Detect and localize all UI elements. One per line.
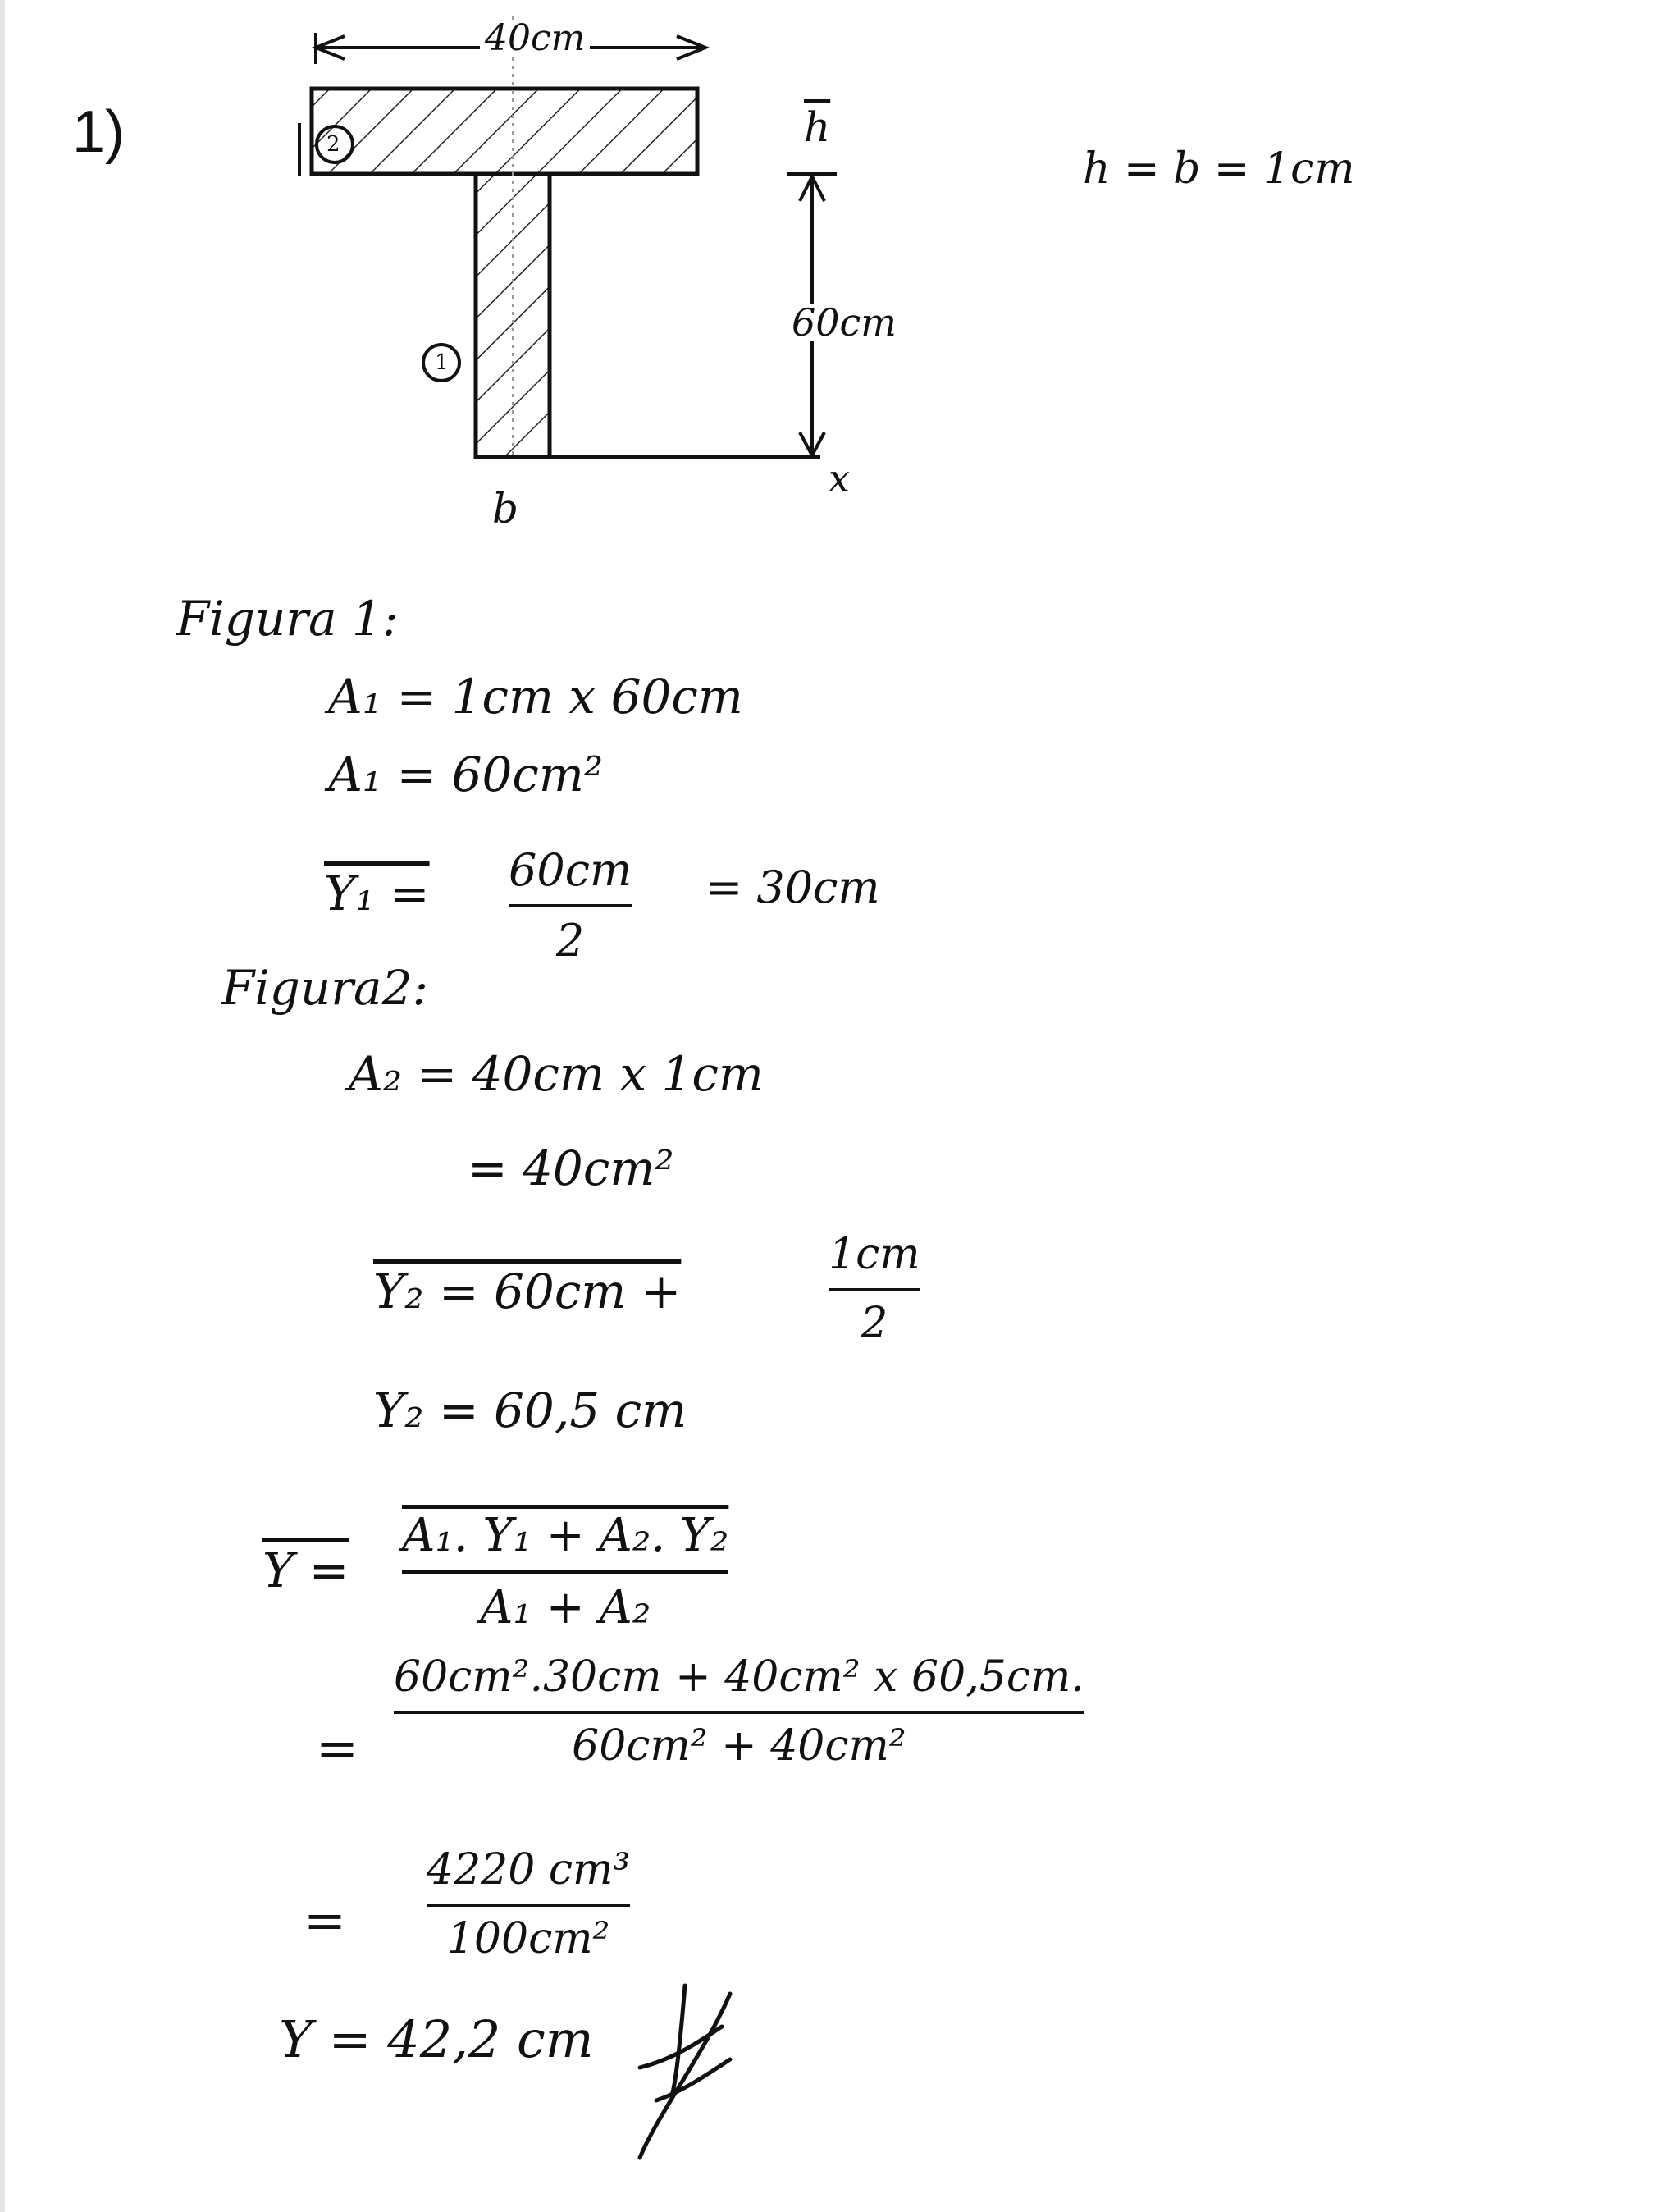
problem-number: 1): [72, 99, 126, 165]
fraction-bar: [427, 1904, 630, 1907]
fraction-bar: [829, 1288, 920, 1291]
substitution-denominator: 60cm² + 40cm²: [572, 1721, 906, 1771]
flange-rect: [312, 89, 697, 174]
final-result: Y = 42,2 cm: [279, 2009, 594, 2069]
a2-value: = 40cm²: [468, 1140, 674, 1196]
equals-sign: =: [304, 1890, 346, 1950]
hbar-label: $\overline{h}$: [804, 103, 831, 151]
y1-result: = 30cm: [705, 861, 880, 913]
centroid-formula: [402, 1510, 728, 1635]
y1-denominator: 2: [555, 915, 585, 967]
formula-denominator: A₁ + A₂: [480, 1581, 651, 1635]
y1-numerator: 60cm: [509, 844, 632, 896]
y2-lhs: Y₂ = 60cm +: [373, 1264, 682, 1319]
answer-check-mark: [607, 1977, 755, 2166]
given-dimensions: h = b = 1cm: [1083, 144, 1355, 194]
b-label: b: [492, 485, 519, 532]
figure2-heading: Figura2:: [221, 960, 429, 1016]
equals-sign: =: [316, 1718, 358, 1778]
width-label: 40cm: [480, 21, 590, 57]
y2-denominator: 2: [861, 1298, 888, 1348]
fraction-bar: [402, 1570, 728, 1574]
y1-fraction: [509, 845, 632, 967]
formula-numerator: A₁. Y₁ + A₂. Y₂: [402, 1509, 729, 1562]
a1-value: A₁ = 60cm²: [328, 747, 604, 802]
fraction-bar: [509, 904, 632, 907]
ratio-fraction: [427, 1846, 630, 1964]
ratio-numerator: 4220 cm³: [427, 1845, 631, 1894]
y1-lhs: Y₁ =: [324, 866, 430, 921]
y2-value: Y₂ = 60,5 cm: [373, 1382, 687, 1438]
x-axis-label: x: [829, 456, 850, 500]
substitution-numerator: 60cm².30cm + 40cm² x 60,5cm.: [394, 1652, 1084, 1702]
ratio-denominator: 100cm²: [446, 1913, 610, 1963]
a2-definition: A₂ = 40cm x 1cm: [349, 1046, 764, 1102]
substitution-fraction: [394, 1653, 1084, 1771]
centroid-lhs: Y =: [262, 1542, 349, 1598]
part-1-label: 1: [435, 350, 449, 375]
fraction-bar: [394, 1711, 1084, 1714]
part-2-label: 2: [326, 132, 340, 157]
y2-numerator: 1cm: [829, 1230, 920, 1279]
height-label: 60cm: [792, 300, 897, 345]
figure1-heading: Figura 1:: [176, 591, 399, 647]
a1-definition: A₁ = 1cm x 60cm: [328, 669, 743, 724]
y2-fraction: [829, 1231, 920, 1349]
